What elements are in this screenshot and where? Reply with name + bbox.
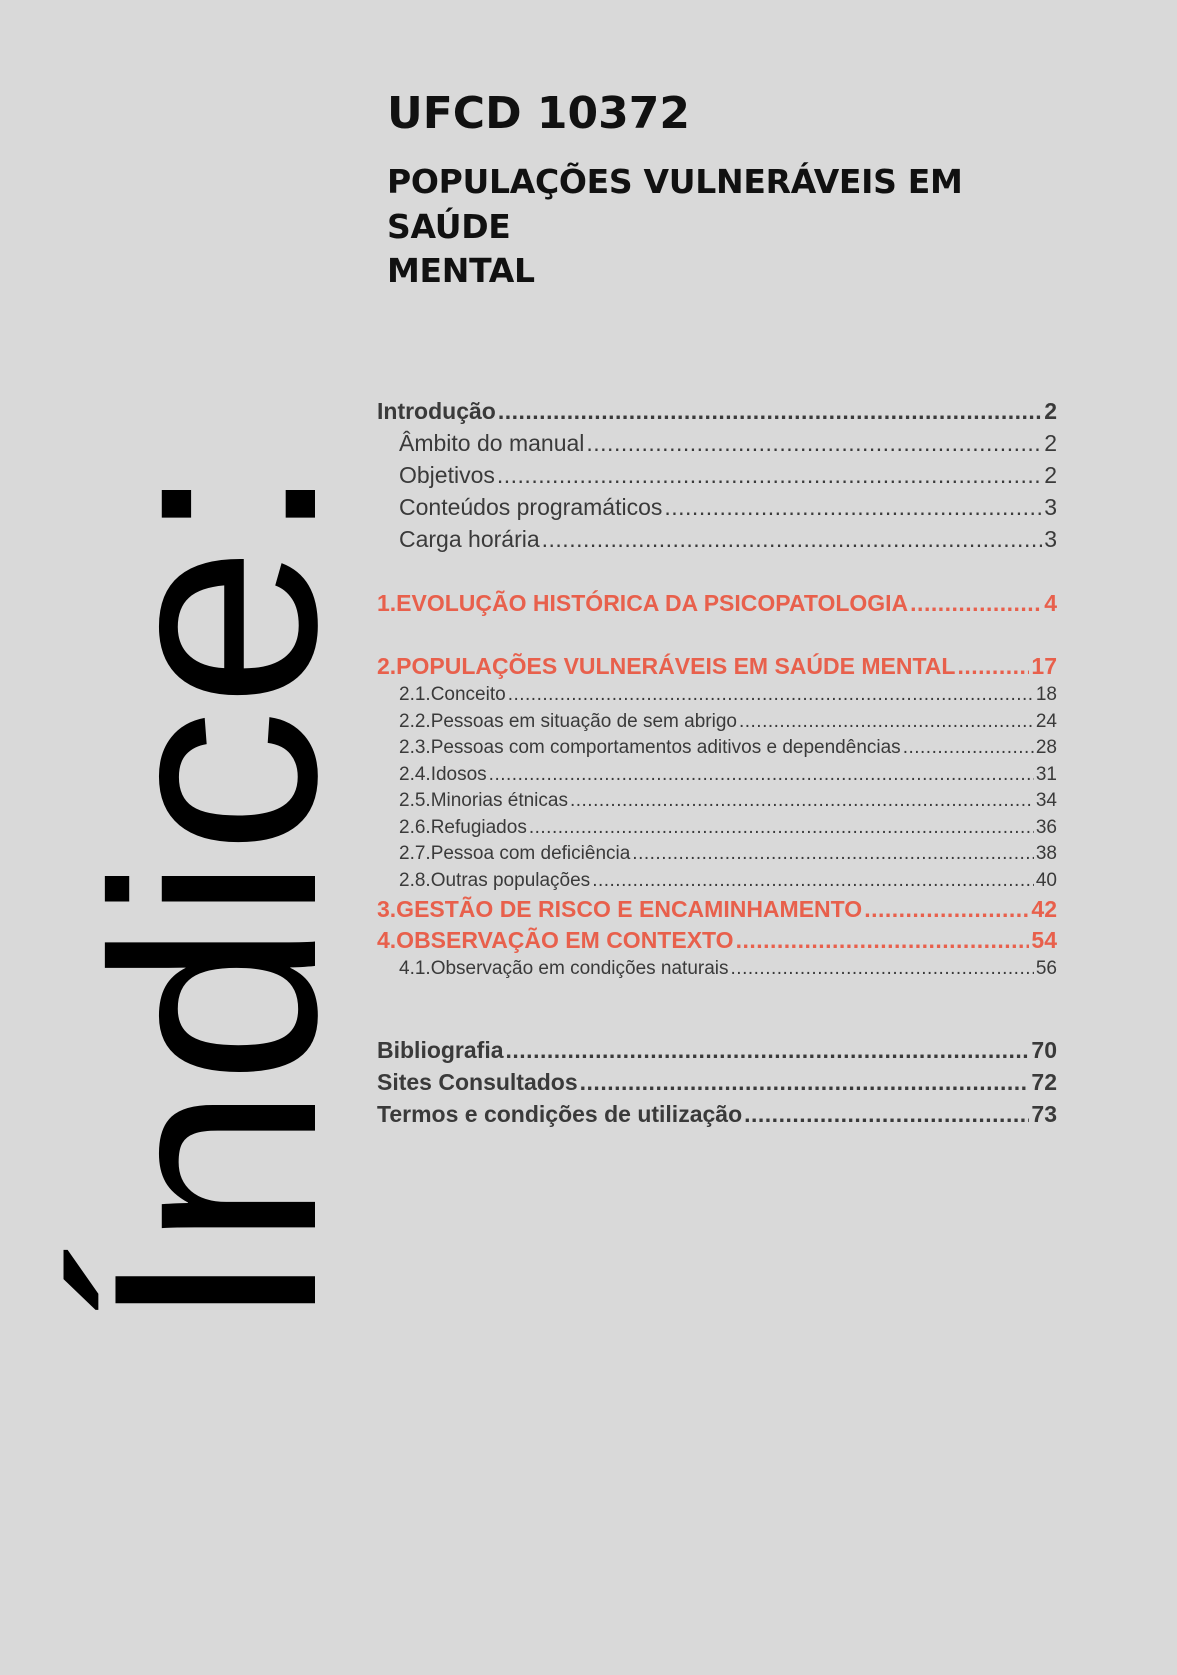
toc-section-4[interactable] xyxy=(377,927,1057,958)
toc-entry-label: Bibliografia xyxy=(377,1036,504,1063)
toc-entry-label: Âmbito do manual xyxy=(399,430,585,456)
toc-section-label: 4.OBSERVAÇÃO EM CONTEXTO xyxy=(377,927,734,953)
toc-entry-label: Termos e condições de utilização xyxy=(377,1100,743,1127)
toc-entry-label: Carga horária xyxy=(399,526,540,552)
course-title-line2: MENTAL xyxy=(387,251,535,291)
toc-leader-dots xyxy=(498,398,1042,425)
toc-entry-page: 2 xyxy=(1044,398,1057,424)
toc-leader-dots xyxy=(592,870,1034,892)
toc-subentry[interactable] xyxy=(377,958,1057,985)
toc-leader-dots xyxy=(542,526,1043,553)
toc-entry-page: 2 xyxy=(1044,430,1057,456)
toc-entry[interactable] xyxy=(377,430,1057,462)
toc-entry-label: 2.6.Refugiados xyxy=(399,816,527,838)
toc-entry-page: 70 xyxy=(1031,1036,1057,1063)
course-title-line1: POPULAÇÕES VULNERÁVEIS EM SAÚDE xyxy=(387,162,963,246)
toc-entry[interactable] xyxy=(377,526,1057,558)
toc-leader-dots xyxy=(529,817,1034,839)
side-title-text: Índice: xyxy=(53,461,377,1330)
toc-entry-label: 2.3.Pessoas com comportamentos aditivos e dependências xyxy=(399,737,901,758)
toc-section-label: 3.GESTÃO DE RISCO E ENCAMINHAMENTO xyxy=(377,896,863,922)
document-header xyxy=(387,90,1087,294)
toc-leader-dots xyxy=(580,1069,1030,1096)
toc-entry-label: 2.5.Minorias étnicas xyxy=(399,790,568,811)
toc-section-label: 2.POPULAÇÕES VULNERÁVEIS EM SAÚDE MENTAL xyxy=(377,653,956,679)
toc-entry-sites[interactable] xyxy=(377,1069,1057,1101)
toc-entry-label: Sites Consultados xyxy=(377,1068,578,1095)
toc-subentry[interactable] xyxy=(377,843,1057,870)
toc-entry-page: 36 xyxy=(1035,816,1057,838)
toc-entry-label: Conteúdos programáticos xyxy=(399,494,663,520)
toc-entry[interactable] xyxy=(377,494,1057,526)
toc-leader-dots xyxy=(910,590,1042,617)
toc-entry-page: 28 xyxy=(1035,737,1057,758)
toc-entry-intro[interactable] xyxy=(377,398,1057,430)
toc-leader-dots xyxy=(506,1037,1030,1064)
toc-section-page: 42 xyxy=(1031,896,1057,922)
toc-entry-label: 2.7.Pessoa com deficiência xyxy=(399,843,631,864)
toc-leader-dots xyxy=(570,790,1034,812)
toc-section-1[interactable] xyxy=(377,590,1057,621)
toc-entry-label: 2.1.Conceito xyxy=(399,684,506,705)
toc-entry-page: 31 xyxy=(1035,763,1057,785)
toc-subentry[interactable] xyxy=(377,870,1057,897)
toc-entry-page: 2 xyxy=(1044,462,1057,488)
toc-entry-page: 38 xyxy=(1035,843,1057,864)
toc-entry-page: 24 xyxy=(1035,710,1057,732)
toc-leader-dots xyxy=(739,711,1034,733)
toc-entry-page: 56 xyxy=(1035,958,1057,979)
toc-leader-dots xyxy=(736,927,1030,954)
toc-subentry[interactable] xyxy=(377,817,1057,844)
toc-leader-dots xyxy=(508,684,1034,706)
toc-leader-dots xyxy=(957,653,1029,680)
spacer xyxy=(377,985,1057,1037)
side-title xyxy=(53,461,377,1340)
toc-section-page: 54 xyxy=(1031,927,1057,953)
course-title xyxy=(387,160,1087,294)
toc-section-label: 1.EVOLUÇÃO HISTÓRICA DA PSICOPATOLOGIA xyxy=(377,590,909,616)
toc-entry-label: 4.1.Observação em condições naturais xyxy=(399,958,729,979)
toc-leader-dots xyxy=(664,494,1042,521)
toc-entry-page: 3 xyxy=(1044,526,1057,552)
toc-section-3[interactable] xyxy=(377,896,1057,927)
toc-entry[interactable] xyxy=(377,462,1057,494)
toc-section-2[interactable] xyxy=(377,653,1057,684)
course-code: UFCD 10372 xyxy=(387,88,690,139)
spacer xyxy=(377,621,1057,653)
toc-entry-label: Objetivos xyxy=(399,462,495,488)
toc-entry-bibliography[interactable] xyxy=(377,1037,1057,1069)
toc-leader-dots xyxy=(586,430,1042,457)
toc-leader-dots xyxy=(497,462,1042,489)
spacer xyxy=(377,558,1057,590)
toc-entry-label: 2.4.Idosos xyxy=(399,763,487,785)
toc-entry-label: 2.8.Outras populações xyxy=(399,869,591,891)
toc-leader-dots xyxy=(489,764,1034,786)
toc-entry-page: 34 xyxy=(1035,790,1057,811)
toc-entry-page: 18 xyxy=(1035,684,1057,705)
toc-section-page: 4 xyxy=(1044,590,1057,616)
toc-leader-dots xyxy=(731,958,1034,980)
toc-leader-dots xyxy=(864,896,1029,923)
toc-leader-dots xyxy=(744,1101,1029,1128)
toc-leader-dots xyxy=(632,843,1034,865)
toc-entry-page: 73 xyxy=(1031,1100,1057,1127)
toc-leader-dots xyxy=(903,737,1034,759)
toc-entry-label: Introdução xyxy=(377,398,496,424)
toc-entry-label: 2.2.Pessoas em situação de sem abrigo xyxy=(399,710,737,732)
toc-entry-page: 3 xyxy=(1044,494,1057,520)
toc-section-page: 17 xyxy=(1031,653,1057,679)
toc-subentry[interactable] xyxy=(377,737,1057,764)
toc-subentry[interactable] xyxy=(377,790,1057,817)
toc-entry-page: 40 xyxy=(1035,869,1057,891)
table-of-contents xyxy=(377,398,1057,1133)
toc-entry-page: 72 xyxy=(1031,1068,1057,1095)
toc-subentry[interactable] xyxy=(377,711,1057,738)
toc-subentry[interactable] xyxy=(377,684,1057,711)
toc-entry-terms[interactable] xyxy=(377,1101,1057,1133)
toc-subentry[interactable] xyxy=(377,764,1057,791)
